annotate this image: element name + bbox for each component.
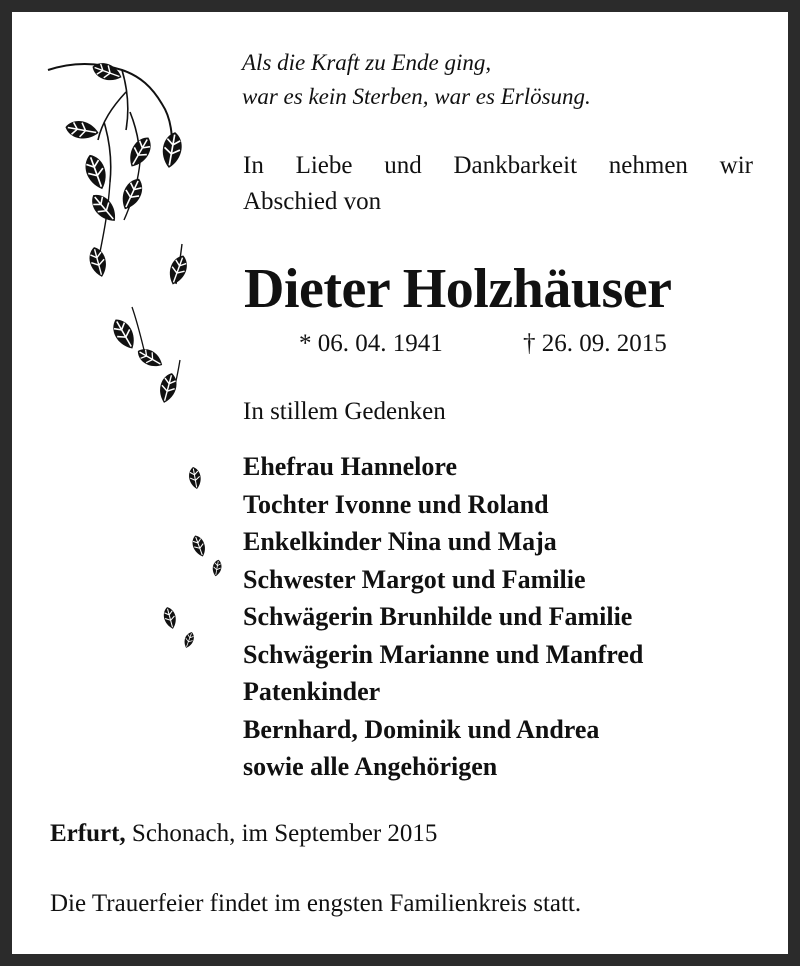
place-city: Erfurt, bbox=[50, 820, 126, 847]
funeral-note: Die Trauerfeier findet im engsten Familienkreis statt. bbox=[50, 890, 582, 917]
quote-line-2: war es kein Sterben, war es Erlösung. bbox=[242, 84, 591, 109]
mourner-item: Patenkinder bbox=[243, 677, 381, 706]
death-date: † 26. 09. 2015 bbox=[523, 330, 667, 357]
deceased-name: Dieter Holzhäuser bbox=[244, 258, 672, 320]
mourner-item: Enkelkinder Nina und Maja bbox=[243, 527, 557, 556]
mourner-item: Tochter Ivonne und Roland bbox=[243, 489, 549, 519]
mourner-item: Schwägerin Brunhilde und Familie bbox=[243, 602, 633, 631]
quote-line-1: Als die Kraft zu Ende ging, bbox=[242, 50, 492, 75]
mourner-item: Ehefrau Hannelore bbox=[243, 452, 458, 481]
mourner-item: Schwester Margot und Familie bbox=[243, 564, 586, 594]
mourners-intro: In stillem Gedenken bbox=[243, 398, 446, 425]
place-rest: Schonach, im September 2015 bbox=[125, 820, 438, 847]
intro-line-2: Abschied von bbox=[243, 188, 382, 215]
obituary-card bbox=[12, 12, 788, 954]
mourners-list bbox=[243, 448, 643, 786]
mourner-item: Bernhard, Dominik und Andrea bbox=[243, 714, 600, 744]
mourner-item: Schwägerin Marianne und Manfred bbox=[243, 639, 644, 669]
intro-line-1: In Liebe und Dankbarkeit nehmen wir bbox=[243, 152, 753, 179]
birth-date: * 06. 04. 1941 bbox=[299, 330, 443, 357]
place-date-line bbox=[50, 820, 437, 848]
mourner-item: sowie alle Angehörigen bbox=[243, 752, 498, 781]
